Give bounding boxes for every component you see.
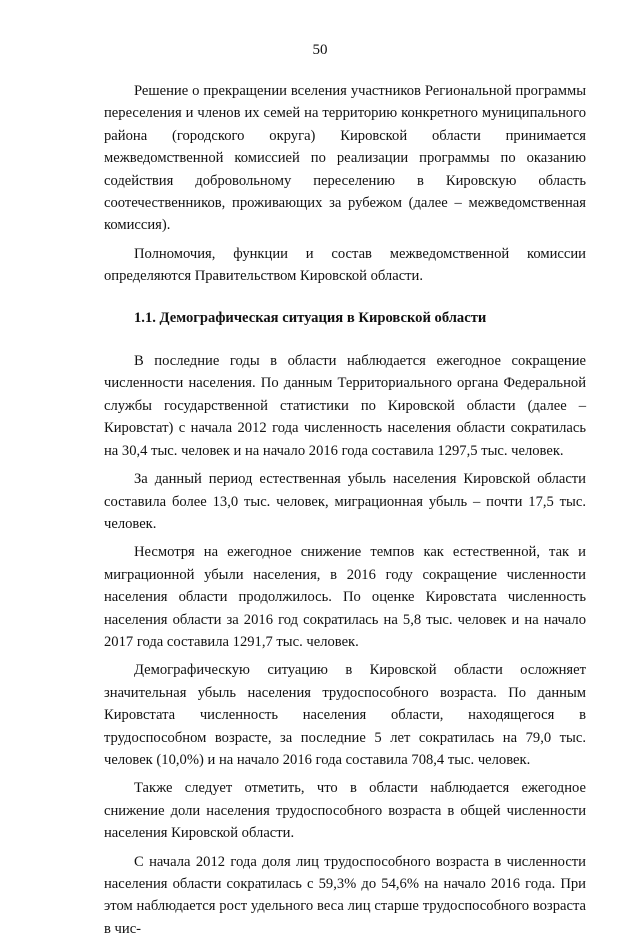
paragraph: Полномочия, функции и состав межведомственной комиссии определяются Правительством Кировской области. bbox=[104, 245, 586, 285]
paragraph: За данный период естественная убыль населения Кировской области составила более 13,0 тыс. человек, миграционная убыль – почти 17,5 тыс. человек. bbox=[104, 471, 586, 532]
page-number: 50 bbox=[312, 42, 328, 58]
paragraph: С начала 2012 года доля лиц трудоспособного возраста в численности населения области сократилась с 59,3% до 54,6% на начало 2016 года. При этом наблюдается рост удельного веса лиц старше трудоспособного возраста в чис- bbox=[104, 853, 586, 937]
paragraph: Решение о прекращении вселения участников Региональной программы переселения и членов их семей на территорию конкретного муниципального района (городского округа) Кировской области принимается межведомственной комиссией по реализации программы по оказанию содействия добровольному переселению в Кировскую область соотечественников, проживающих за рубежом (далее – межведомственная комиссия). bbox=[104, 83, 586, 234]
section-heading: 1.1. Демографическая ситуация в Кировской области bbox=[134, 309, 487, 326]
paragraph: Несмотря на ежегодное снижение темпов как естественной, так и миграционной убыли населения, в 2016 году сокращение численности населения области продолжилось. По оценке Кировстата численность населения области за 2016 год сократилась на 5,8 тыс. человек и на начало 2017 года составила 1291,7 тыс. человек. bbox=[104, 544, 586, 650]
document-body bbox=[104, 80, 586, 940]
paragraph: В последние годы в области наблюдается ежегодное сокращение численности населения. По данным Территориального органа Федеральной службы государственной статистики по Кировской области (далее – Кировстат) с начала 2012 года численность населения области сократилась на 30,4 тыс. человек и на начало 2016 года составила 1297,5 тыс. человек. bbox=[104, 353, 586, 459]
paragraph: Демографическую ситуацию в Кировской области осложняет значительная убыль населения трудоспособного возраста. По данным Кировстата численность населения области, находящегося в трудоспособном возрасте, за последние 5 лет сократилась на 79,0 тыс. человек (10,0%) и на начало 2016 года составила 708,4 тыс. человек. bbox=[104, 662, 586, 768]
paragraph: Также следует отметить, что в области наблюдается ежегодное снижение доли населения трудоспособного возраста в общей численности населения Кировской области. bbox=[104, 780, 586, 842]
